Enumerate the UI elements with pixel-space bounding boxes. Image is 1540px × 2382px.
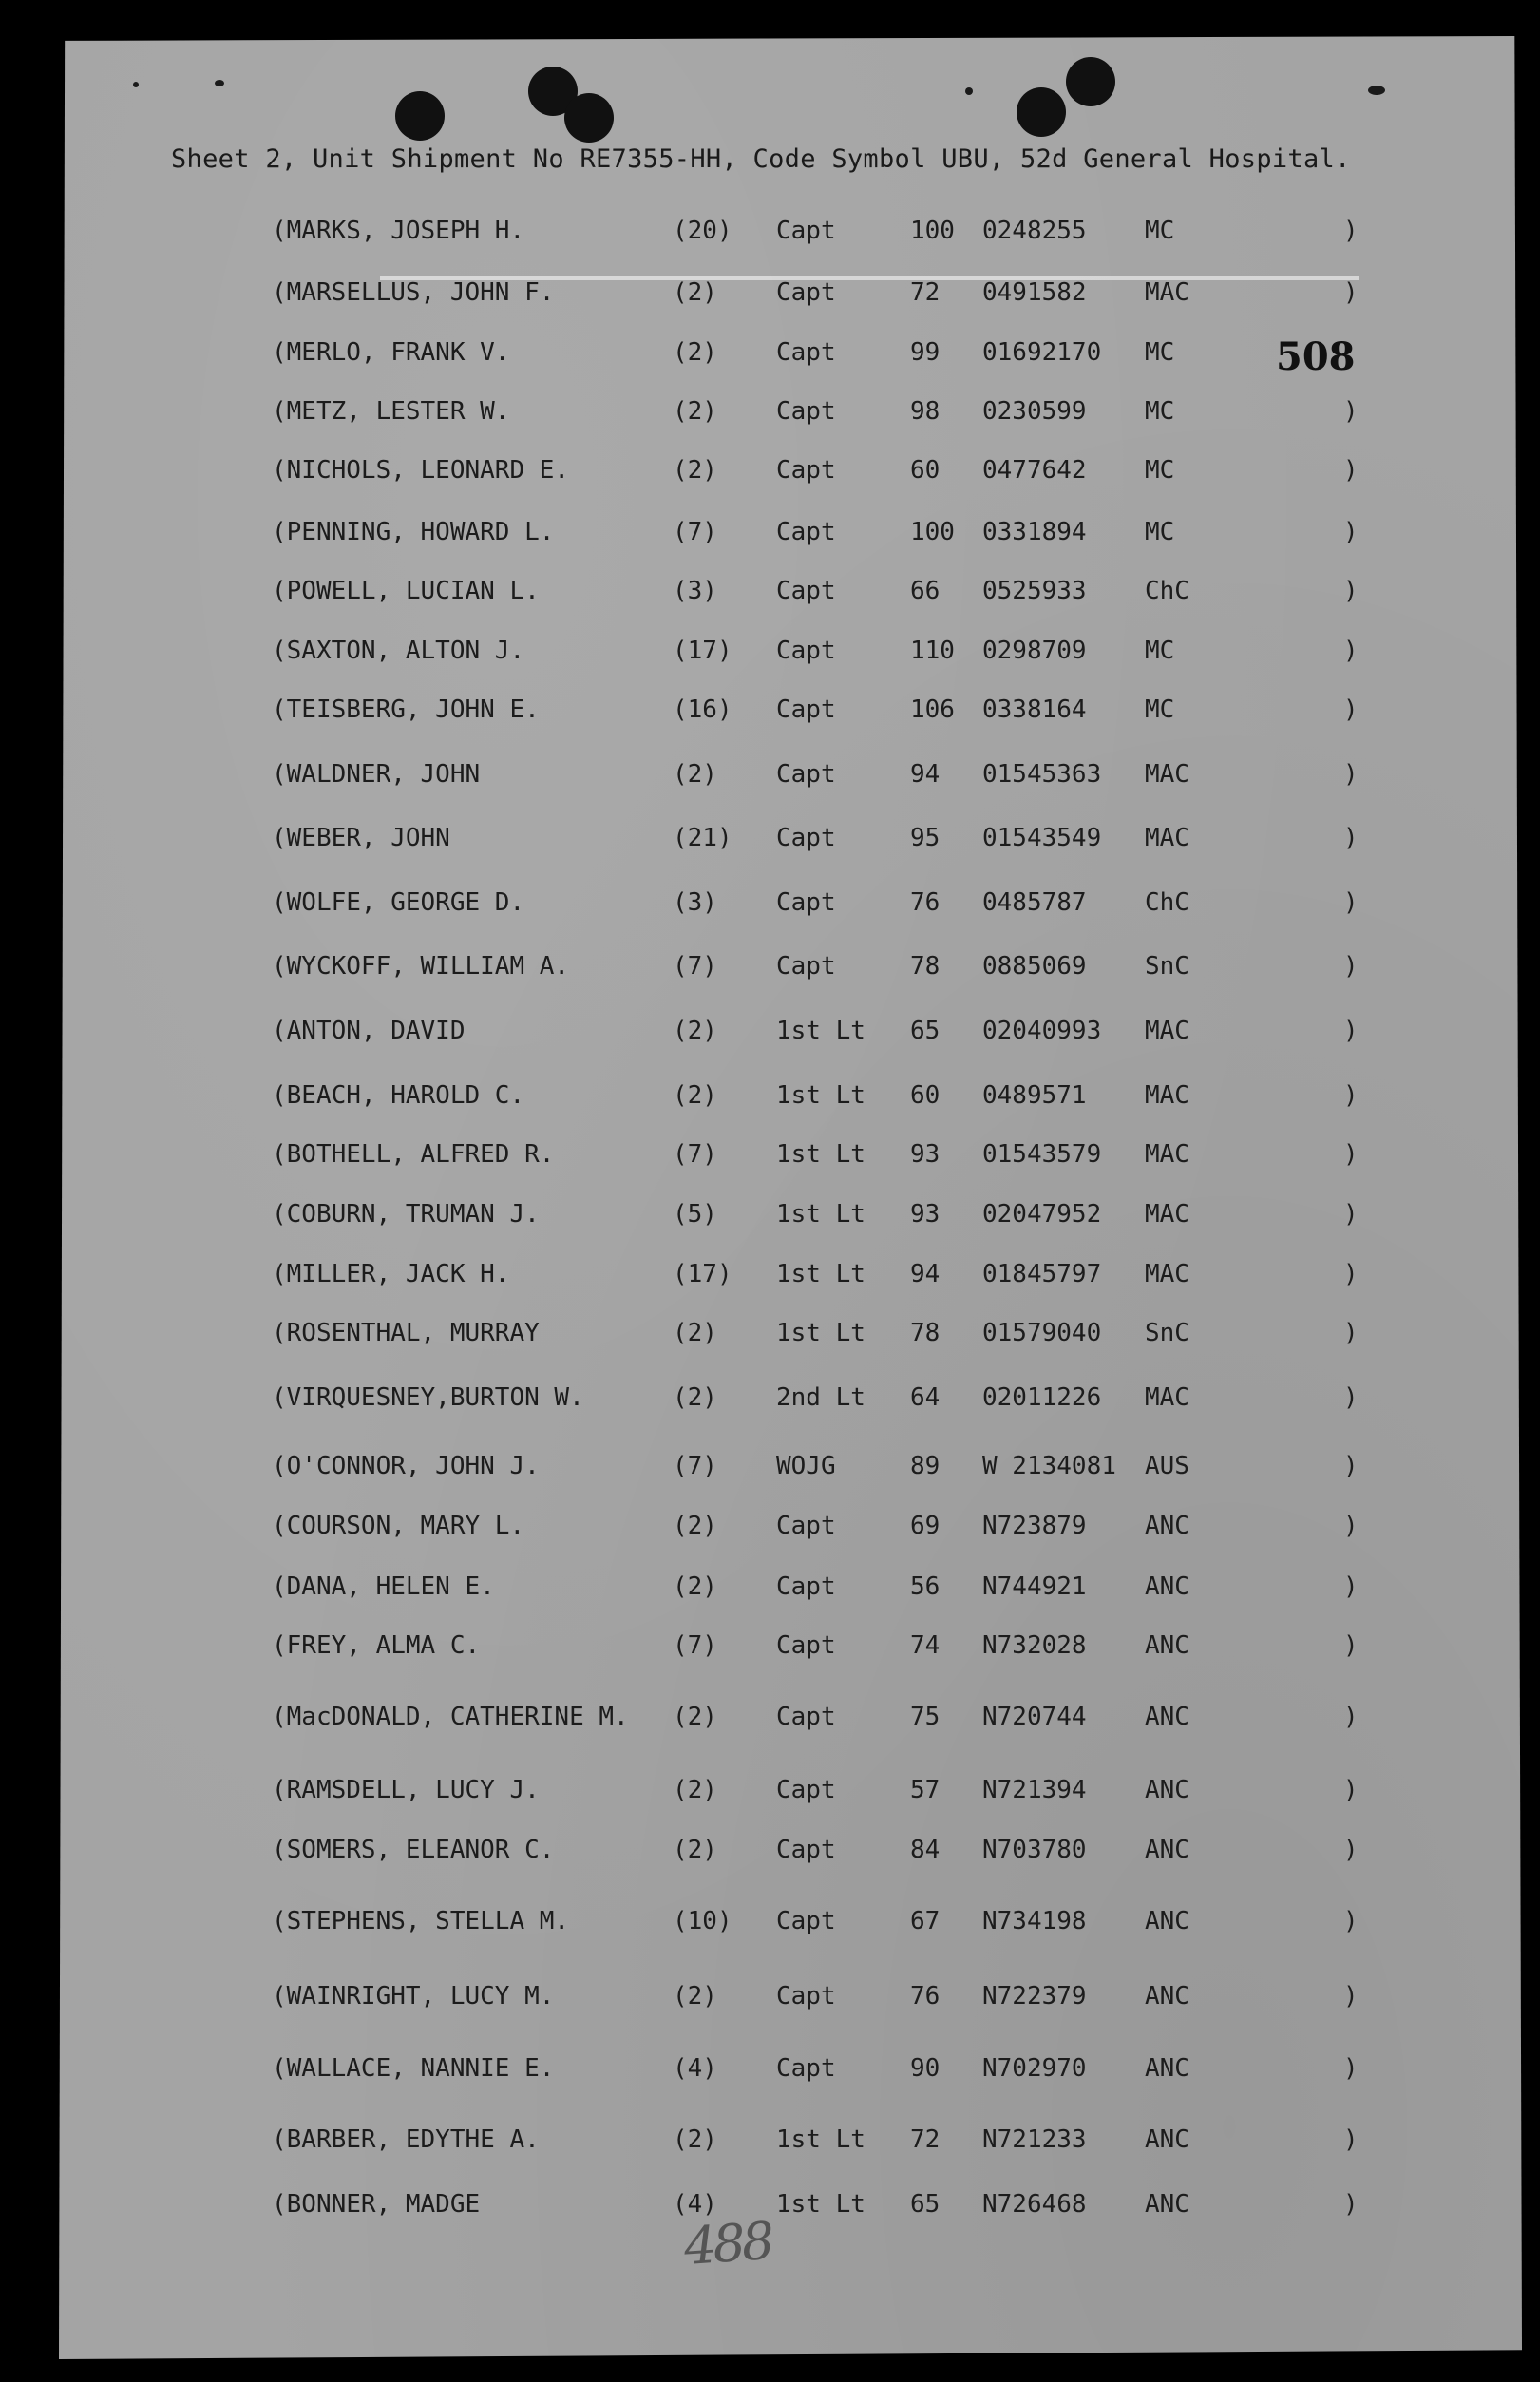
roster-serial: 0331894 [982, 518, 1087, 546]
roster-serial: 0298709 [982, 637, 1087, 665]
roster-name: (SOMERS, ELEANOR C. [272, 1836, 555, 1864]
roster-grade: Capt [776, 338, 836, 367]
roster-bracket: ) [1343, 1982, 1359, 2010]
roster-name: (ANTON, DAVID [272, 1017, 466, 1045]
roster-bracket: ) [1343, 518, 1359, 546]
roster-age: 76 [910, 888, 941, 917]
roster-age: 65 [910, 1017, 941, 1045]
roster-bracket: ) [1343, 1319, 1359, 1347]
roster-row [0, 1383, 1540, 1421]
roster-row [0, 952, 1540, 990]
roster-branch: ANC [1145, 1776, 1189, 1804]
roster-age: 94 [910, 1260, 941, 1288]
roster-age: 67 [910, 1907, 941, 1935]
roster-count: (2) [673, 1703, 717, 1731]
roster-grade: Capt [776, 1776, 836, 1804]
speck [133, 82, 139, 87]
roster-name: (STEPHENS, STELLA M. [272, 1907, 570, 1935]
roster-bracket: ) [1343, 696, 1359, 724]
roster-age: 95 [910, 824, 941, 852]
roster-serial: 0248255 [982, 217, 1087, 245]
roster-name: (WALLACE, NANNIE E. [272, 2054, 555, 2083]
roster-bracket: ) [1343, 1703, 1359, 1731]
roster-branch: ChC [1145, 888, 1189, 917]
roster-count: (3) [673, 577, 717, 605]
roster-branch: MAC [1145, 1017, 1189, 1045]
roster-row [0, 1907, 1540, 1945]
roster-row [0, 2190, 1540, 2228]
roster-grade: Capt [776, 1631, 836, 1660]
roster-name: (POWELL, LUCIAN L. [272, 577, 540, 605]
roster-row [0, 1836, 1540, 1874]
roster-serial: 01543579 [982, 1140, 1102, 1169]
punch-hole [395, 91, 445, 141]
roster-age: 76 [910, 1982, 941, 2010]
roster-serial: 0477642 [982, 456, 1087, 485]
speck [215, 80, 224, 86]
roster-grade: Capt [776, 217, 836, 245]
roster-bracket: ) [1343, 824, 1359, 852]
roster-serial: 0230599 [982, 397, 1087, 426]
roster-grade: Capt [776, 1703, 836, 1731]
roster-branch: ANC [1145, 1631, 1189, 1660]
roster-bracket: ) [1343, 217, 1359, 245]
roster-row [0, 1140, 1540, 1178]
roster-count: (7) [673, 1452, 717, 1480]
roster-age: 56 [910, 1572, 941, 1601]
roster-age: 75 [910, 1703, 941, 1731]
roster-bracket: ) [1343, 1017, 1359, 1045]
roster-name: (O'CONNOR, JOHN J. [272, 1452, 540, 1480]
roster-serial: 0338164 [982, 696, 1087, 724]
roster-count: (7) [673, 1631, 717, 1660]
roster-grade: 1st Lt [776, 1017, 865, 1045]
roster-grade: Capt [776, 1836, 836, 1864]
roster-count: (7) [673, 518, 717, 546]
roster-age: 98 [910, 397, 941, 426]
roster-row [0, 1319, 1540, 1357]
roster-name: (NICHOLS, LEONARD E. [272, 456, 570, 485]
roster-branch: MAC [1145, 278, 1189, 307]
roster-bracket: ) [1343, 1907, 1359, 1935]
roster-count: (2) [673, 1776, 717, 1804]
roster-serial: N734198 [982, 1907, 1087, 1935]
roster-name: (DANA, HELEN E. [272, 1572, 495, 1601]
roster-grade: Capt [776, 278, 836, 307]
roster-name: (BARBER, EDYTHE A. [272, 2125, 540, 2154]
roster-age: 72 [910, 2125, 941, 2154]
roster-serial: N703780 [982, 1836, 1087, 1864]
roster-age: 72 [910, 278, 941, 307]
roster-bracket: ) [1343, 1383, 1359, 1412]
roster-count: (2) [673, 1017, 717, 1045]
roster-grade: Capt [776, 2054, 836, 2083]
roster-branch: ANC [1145, 1703, 1189, 1731]
roster-row [0, 1512, 1540, 1550]
roster-age: 60 [910, 1081, 941, 1110]
roster-bracket: ) [1343, 2125, 1359, 2154]
roster-grade: 1st Lt [776, 2125, 865, 2154]
stamped-page-number: 508 [1276, 334, 1356, 379]
roster-row [0, 888, 1540, 926]
roster-age: 78 [910, 1319, 941, 1347]
roster-name: (MILLER, JACK H. [272, 1260, 510, 1288]
roster-bracket: ) [1343, 577, 1359, 605]
roster-branch: ANC [1145, 1907, 1189, 1935]
roster-grade: 1st Lt [776, 1081, 865, 1110]
roster-row [0, 338, 1540, 376]
roster-bracket: ) [1343, 888, 1359, 917]
roster-name: (COBURN, TRUMAN J. [272, 1200, 540, 1229]
speck [965, 87, 973, 95]
roster-age: 100 [910, 217, 955, 245]
roster-serial: 01545363 [982, 760, 1102, 789]
roster-count: (10) [673, 1907, 732, 1935]
sheet-header: Sheet 2, Unit Shipment No RE7355-HH, Code Symbol UBU, 52d General Hospital. [171, 144, 1351, 174]
roster-name: (METZ, LESTER W. [272, 397, 510, 426]
roster-grade: Capt [776, 888, 836, 917]
roster-name: (MARSELLUS, JOHN F. [272, 278, 555, 307]
roster-serial: 0885069 [982, 952, 1087, 981]
roster-bracket: ) [1343, 1572, 1359, 1601]
roster-serial: N720744 [982, 1703, 1087, 1731]
roster-count: (7) [673, 952, 717, 981]
roster-name: (RAMSDELL, LUCY J. [272, 1776, 540, 1804]
roster-count: (2) [673, 1982, 717, 2010]
roster-grade: Capt [776, 1512, 836, 1540]
roster-row [0, 2125, 1540, 2163]
roster-branch: ANC [1145, 2125, 1189, 2154]
roster-bracket: ) [1343, 1140, 1359, 1169]
roster-grade: Capt [776, 824, 836, 852]
roster-row [0, 1260, 1540, 1298]
roster-bracket: ) [1343, 397, 1359, 426]
roster-serial: 02011226 [982, 1383, 1102, 1412]
roster-count: (4) [673, 2054, 717, 2083]
roster-row [0, 1452, 1540, 1490]
roster-count: (2) [673, 1572, 717, 1601]
roster-row [0, 637, 1540, 675]
roster-serial: 0525933 [982, 577, 1087, 605]
roster-name: (WEBER, JOHN [272, 824, 450, 852]
roster-row [0, 217, 1540, 255]
roster-branch: MC [1145, 217, 1175, 245]
roster-count: (16) [673, 696, 732, 724]
roster-age: 89 [910, 1452, 941, 1480]
speck [1368, 86, 1385, 95]
roster-bracket: ) [1343, 952, 1359, 981]
roster-row [0, 456, 1540, 494]
roster-branch: ANC [1145, 1982, 1189, 2010]
roster-bracket: ) [1343, 1260, 1359, 1288]
roster-serial: N722379 [982, 1982, 1087, 2010]
roster-serial: 0489571 [982, 1081, 1087, 1110]
roster-count: (2) [673, 456, 717, 485]
roster-grade: WOJG [776, 1452, 836, 1480]
roster-grade: Capt [776, 637, 836, 665]
roster-count: (2) [673, 1512, 717, 1540]
roster-branch: SnC [1145, 1319, 1189, 1347]
roster-grade: Capt [776, 1907, 836, 1935]
roster-branch: MC [1145, 518, 1175, 546]
roster-name: (TEISBERG, JOHN E. [272, 696, 540, 724]
roster-bracket: ) [1343, 278, 1359, 307]
roster-serial: 01579040 [982, 1319, 1102, 1347]
roster-branch: MC [1145, 456, 1175, 485]
roster-row [0, 696, 1540, 734]
roster-row [0, 824, 1540, 862]
roster-name: (FREY, ALMA C. [272, 1631, 481, 1660]
roster-branch: MAC [1145, 824, 1189, 852]
roster-serial: N721233 [982, 2125, 1087, 2154]
roster-age: 65 [910, 2190, 941, 2219]
roster-grade: Capt [776, 577, 836, 605]
roster-bracket: ) [1343, 760, 1359, 789]
roster-serial: 01692170 [982, 338, 1102, 367]
roster-grade: 1st Lt [776, 1200, 865, 1229]
roster-bracket: ) [1343, 1512, 1359, 1540]
roster-grade: 1st Lt [776, 1319, 865, 1347]
roster-count: (17) [673, 1260, 732, 1288]
roster-row [0, 1200, 1540, 1238]
roster-serial: 02047952 [982, 1200, 1102, 1229]
roster-serial: 01845797 [982, 1260, 1102, 1288]
roster-branch: MC [1145, 338, 1175, 367]
roster-grade: Capt [776, 397, 836, 426]
roster-branch: MAC [1145, 1383, 1189, 1412]
roster-count: (7) [673, 1140, 717, 1169]
roster-row [0, 1703, 1540, 1741]
roster-grade: 1st Lt [776, 1260, 865, 1288]
roster-name: (MacDONALD, CATHERINE M. [272, 1703, 629, 1731]
roster-serial: N721394 [982, 1776, 1087, 1804]
roster-row [0, 1081, 1540, 1119]
roster-grade: Capt [776, 518, 836, 546]
roster-age: 74 [910, 1631, 941, 1660]
punch-hole [1017, 87, 1066, 137]
roster-row [0, 397, 1540, 435]
roster-branch: ANC [1145, 1836, 1189, 1864]
roster-serial: W 2134081 [982, 1452, 1116, 1480]
roster-age: 60 [910, 456, 941, 485]
roster-name: (COURSON, MARY L. [272, 1512, 525, 1540]
roster-row [0, 1631, 1540, 1669]
roster-name: (ROSENTHAL, MURRAY [272, 1319, 540, 1347]
roster-name: (VIRQUESNEY,BURTON W. [272, 1383, 584, 1412]
roster-age: 93 [910, 1140, 941, 1169]
roster-serial: 02040993 [982, 1017, 1102, 1045]
roster-branch: MC [1145, 637, 1175, 665]
roster-grade: Capt [776, 1572, 836, 1601]
roster-name: (WAINRIGHT, LUCY M. [272, 1982, 555, 2010]
roster-bracket: ) [1343, 1631, 1359, 1660]
roster-bracket: ) [1343, 637, 1359, 665]
roster-branch: MAC [1145, 1081, 1189, 1110]
roster-branch: ChC [1145, 577, 1189, 605]
roster-name: (BEACH, HAROLD C. [272, 1081, 525, 1110]
punch-hole [1066, 57, 1115, 106]
roster-age: 100 [910, 518, 955, 546]
roster-count: (2) [673, 1383, 717, 1412]
roster-serial: N723879 [982, 1512, 1087, 1540]
roster-name: (MERLO, FRANK V. [272, 338, 510, 367]
roster-grade: 1st Lt [776, 1140, 865, 1169]
roster-branch: MAC [1145, 1140, 1189, 1169]
roster-bracket: ) [1343, 2054, 1359, 2083]
roster-age: 90 [910, 2054, 941, 2083]
roster-count: (3) [673, 888, 717, 917]
roster-row [0, 760, 1540, 798]
roster-count: (20) [673, 217, 732, 245]
roster-branch: ANC [1145, 1572, 1189, 1601]
roster-bracket: ) [1343, 456, 1359, 485]
roster-count: (2) [673, 1836, 717, 1864]
roster-age: 106 [910, 696, 955, 724]
roster-bracket: ) [1343, 1452, 1359, 1480]
roster-row [0, 577, 1540, 615]
roster-grade: Capt [776, 1982, 836, 2010]
roster-name: (BOTHELL, ALFRED R. [272, 1140, 555, 1169]
roster-count: (2) [673, 1319, 717, 1347]
roster-row [0, 1776, 1540, 1814]
roster-branch: AUS [1145, 1452, 1189, 1480]
roster-count: (17) [673, 637, 732, 665]
roster-age: 110 [910, 637, 955, 665]
roster-name: (WYCKOFF, WILLIAM A. [272, 952, 570, 981]
roster-age: 84 [910, 1836, 941, 1864]
roster-count: (2) [673, 1081, 717, 1110]
roster-bracket: ) [1343, 1836, 1359, 1864]
roster-branch: MAC [1145, 760, 1189, 789]
roster-row [0, 2054, 1540, 2092]
roster-grade: Capt [776, 456, 836, 485]
roster-grade: 1st Lt [776, 2190, 865, 2219]
roster-count: (21) [673, 824, 732, 852]
roster-age: 78 [910, 952, 941, 981]
roster-grade: Capt [776, 760, 836, 789]
roster-row [0, 1017, 1540, 1055]
roster-branch: ANC [1145, 1512, 1189, 1540]
roster-serial: 01543549 [982, 824, 1102, 852]
roster-branch: MC [1145, 397, 1175, 426]
roster-serial: N744921 [982, 1572, 1087, 1601]
roster-age: 64 [910, 1383, 941, 1412]
roster-serial: 0485787 [982, 888, 1087, 917]
roster-branch: MAC [1145, 1260, 1189, 1288]
roster-name: (SAXTON, ALTON J. [272, 637, 525, 665]
roster-row [0, 1572, 1540, 1610]
roster-age: 69 [910, 1512, 941, 1540]
roster-age: 94 [910, 760, 941, 789]
roster-count: (2) [673, 338, 717, 367]
roster-age: 66 [910, 577, 941, 605]
roster-bracket: ) [1343, 1776, 1359, 1804]
handwritten-page-number: 488 [681, 2210, 773, 2277]
roster-grade: Capt [776, 952, 836, 981]
roster-grade: 2nd Lt [776, 1383, 865, 1412]
roster-count: (5) [673, 1200, 717, 1229]
roster-branch: MAC [1145, 1200, 1189, 1229]
roster-count: (2) [673, 278, 717, 307]
roster-name: (WOLFE, GEORGE D. [272, 888, 525, 917]
roster-name: (MARKS, JOSEPH H. [272, 217, 525, 245]
roster-age: 93 [910, 1200, 941, 1229]
roster-name: (WALDNER, JOHN [272, 760, 481, 789]
roster-serial: N732028 [982, 1631, 1087, 1660]
roster-bracket: ) [1343, 1081, 1359, 1110]
roster-count: (2) [673, 760, 717, 789]
roster-bracket: ) [1343, 2190, 1359, 2219]
roster-row [0, 518, 1540, 556]
roster-name: (PENNING, HOWARD L. [272, 518, 555, 546]
roster-branch: SnC [1145, 952, 1189, 981]
roster-row [0, 278, 1540, 316]
roster-grade: Capt [776, 696, 836, 724]
roster-serial: N702970 [982, 2054, 1087, 2083]
roster-branch: ANC [1145, 2190, 1189, 2219]
roster-name: (BONNER, MADGE [272, 2190, 481, 2219]
roster-serial: 0491582 [982, 278, 1087, 307]
roster-branch: ANC [1145, 2054, 1189, 2083]
roster-row [0, 1982, 1540, 2020]
roster-count: (4) [673, 2190, 717, 2219]
roster-count: (2) [673, 2125, 717, 2154]
roster-bracket: ) [1343, 1200, 1359, 1229]
roster-serial: N726468 [982, 2190, 1087, 2219]
punch-hole [564, 93, 614, 143]
roster-branch: MC [1145, 696, 1175, 724]
roster-count: (2) [673, 397, 717, 426]
roster-age: 57 [910, 1776, 941, 1804]
roster-age: 99 [910, 338, 941, 367]
